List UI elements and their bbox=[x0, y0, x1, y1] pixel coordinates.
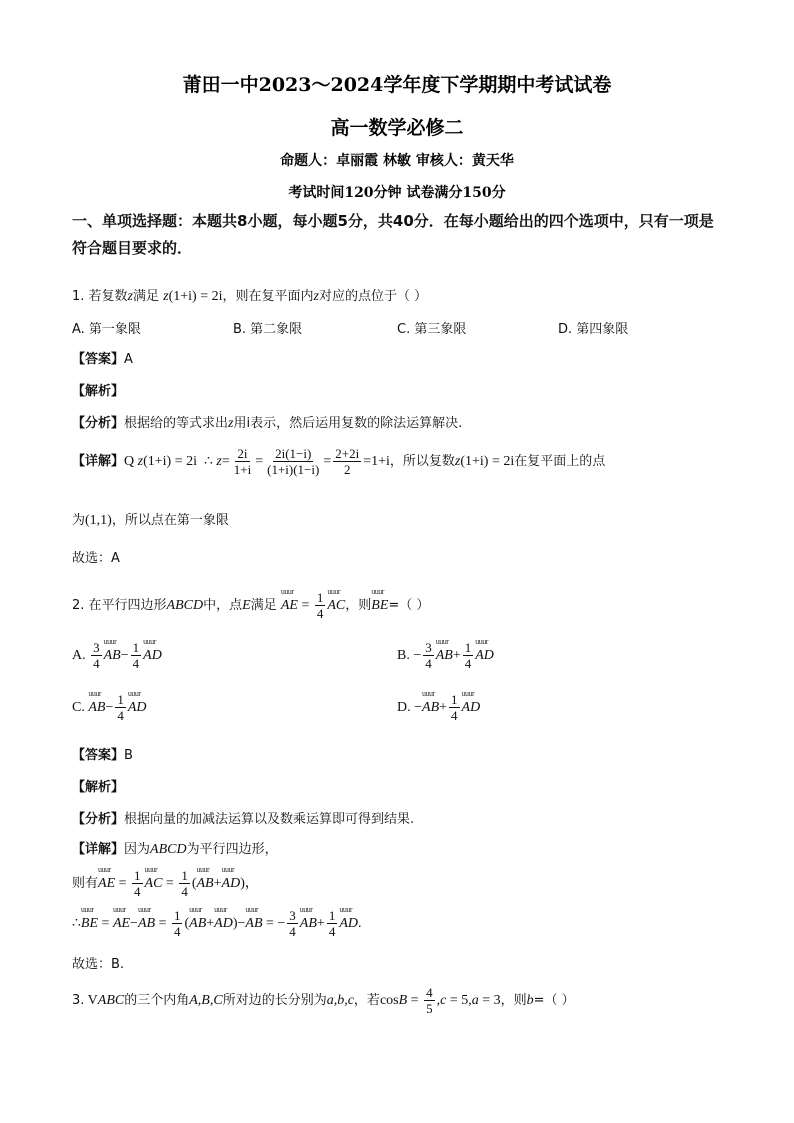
q1-option-c: C. 第三象限 bbox=[397, 322, 467, 337]
q2-analysis-label: 【解析】 bbox=[72, 780, 125, 795]
q1-choice: 故选：A bbox=[72, 551, 120, 566]
q1-option-a: A. 第一象限 bbox=[72, 322, 141, 337]
q2-option-c: C. uuur AB− $\frac{1}{4}$ uuur AD bbox=[72, 692, 147, 723]
q1-stem: 1. 若复数z满足 z(1+i) = 2i，则在复平面内z对应的点位于（ ） bbox=[72, 289, 428, 304]
q1-fenxi: 【分析】根据给的等式求出z用i表示，然后运用复数的除法运算解决. bbox=[72, 416, 463, 431]
exam-info: 考试时间120分钟 试卷满分150分 bbox=[288, 185, 506, 201]
exam-title: 莆田一中2023～2024学年度下学期期中考试试卷 bbox=[182, 74, 612, 96]
q2-detail-line2: 则有uuur AE = $\frac{1}{4}$ uuur AC = $\frac{1}{4}$ (uuur AB+uuur AD)， bbox=[72, 868, 259, 899]
q1-detail: 【详解】Q z(1+i) = 2i ∴ z= $\frac{2i}{1+i}$ = $\frac{2i(1-i)}{(1+i)(1-i)}$ = $\frac{2+2i}{2}$ =1+i，所以复数z(1+i) = 2i在复平面上的点 bbox=[72, 446, 606, 477]
q2-stem: 2. 在平行四边形ABCD中，点E满足 uuur AE = $\frac{1}{4}$ uuur AC，则uuur BE=（ ） bbox=[72, 590, 429, 621]
q2-fenxi: 【分析】根据向量的加减法运算以及数乘运算即可得到结果. bbox=[72, 812, 415, 827]
exam-subtitle: 高一数学必修二 bbox=[330, 117, 464, 139]
q3-stem: 3. VABC的三个内角A,B,C所对边的长分别为a,b,c，若cosB = $\frac{4}{5}$ ,c = 5,a = 3，则b=（ ） bbox=[72, 985, 575, 1016]
q2-detail-line3: ∴uuur BE = uuur AE−uuur AB = $\frac{1}{4}$ (uuur AB+uuur AD)−uuur AB = − $\frac{3}{4}$ uuur AB+ $\frac{1}{4}$ uuur AD. bbox=[72, 908, 361, 939]
q1-option-b: B. 第二象限 bbox=[233, 322, 303, 337]
exam-authors: 命题人：卓丽霞 林敏 审核人：黄天华 bbox=[280, 153, 514, 169]
q2-detail: 【详解】因为ABCD为平行四边形， bbox=[72, 842, 278, 857]
q1-analysis-label: 【解析】 bbox=[72, 384, 125, 399]
q2-option-d: D. −uuur AB+ $\frac{1}{4}$ uuur AD bbox=[397, 692, 480, 723]
q1-answer: 【答案】A bbox=[72, 352, 133, 367]
q1-option-d: D. 第四象限 bbox=[558, 322, 629, 337]
q1-detail-line2: 为(1,1)，所以点在第一象限 bbox=[72, 513, 229, 528]
section-heading: 一、单项选择题：本题共8小题，每小题5分，共40分．在每小题给出的四个选项中，只有一项是符合题目要求的． bbox=[72, 212, 714, 257]
q2-option-b: B. − $\frac{3}{4}$ uuur AB+ $\frac{1}{4}$ uuur AD bbox=[397, 640, 494, 671]
q2-option-a: A. $\frac{3}{4}$ uuur AB− $\frac{1}{4}$ uuur AD bbox=[72, 640, 162, 671]
q2-choice: 故选：B. bbox=[72, 957, 125, 972]
q2-answer: 【答案】B bbox=[72, 748, 133, 763]
